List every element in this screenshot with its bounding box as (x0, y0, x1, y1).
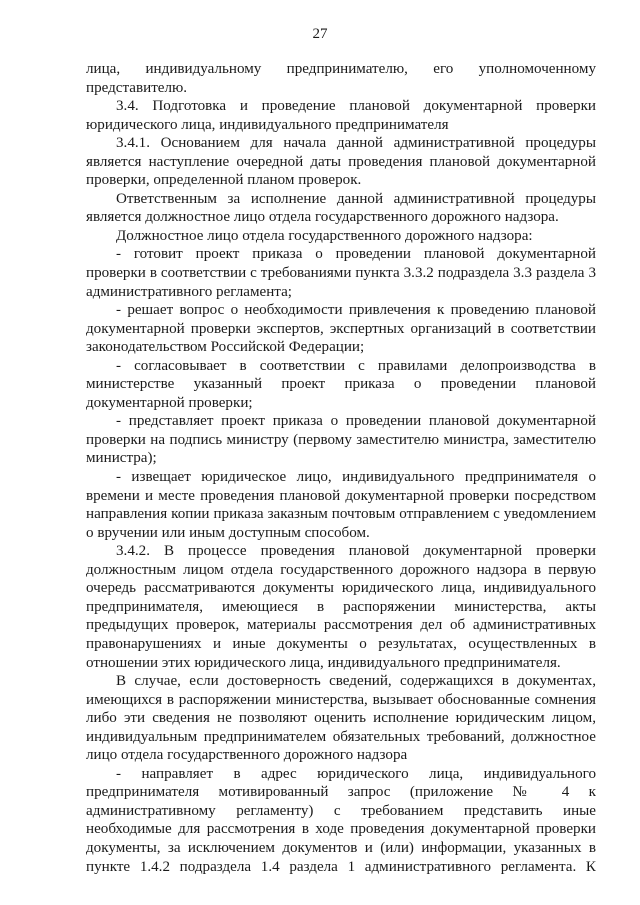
paragraph-responsible: Ответственным за исполнение данной административной процедуры является должностное лицо отдела государственного дорожного надзора. (86, 190, 596, 226)
list-item-experts: - решает вопрос о необходимости привлечения к проведению плановой документарной проверки экспертов, экспертных организаций в соответствии законодательством Российской Федерации; (86, 302, 596, 356)
list-item-prepares-order: - готовит проект приказа о проведении плановой документарной проверки в соответствии с требованиями пункта 3.3.2 подраздела 3.3 раздела 3 административного регламента; (86, 246, 596, 300)
section-heading-3-4: 3.4. Подготовка и проведение плановой документарной проверки юридического лица, индивидуального предпринимателя (86, 98, 596, 133)
list-item-approval: - согласовывает в соответствии с правилами делопроизводства в министерстве указанный проект приказа о проведении плановой документарной проверки; (86, 357, 596, 411)
paragraph-doubt-case: В случае, если достоверность сведений, содержащихся в документах, имеющихся в распоряжении министерства, вызывает обоснованные сомнения либо эти сведения не позволяют оценить исполнение юридическим лицом, индивидуальным предпринимателем обязательных требований, должностное лицо отдела государственного дорожного надзора (86, 673, 596, 764)
list-item-signature: - представляет проект приказа о проведении плановой документарной проверки на подпись министру (первому заместителю министра, заместителю министра); (86, 413, 596, 467)
list-item-notification: - извещает юридическое лицо, индивидуального предпринимателя о времени и месте проведения плановой документарной проверки посредством направления копии приказа заказным почтовым отправлением с уведомлением о вручении или иным доступным способом. (86, 469, 596, 541)
paragraph-official-duties-intro: Должностное лицо отдела государственного дорожного надзора: (116, 227, 533, 244)
paragraph-continuation: лица, индивидуальному предпринимателю, его уполномоченному представителю. (86, 61, 596, 96)
paragraph-3-4-2: 3.4.2. В процессе проведения плановой документарной проверки должностным лицом отдела государственного дорожного надзора в первую очередь рассматриваются документы юридического лица, индивидуального предпринимателя, имеющиеся в распоряжении министерства, акты предыдущих проверок, материалы рассмотрения дел об административных правонарушениях и иные документы о результатах, осуществленных в отношении этих юридического лица, индивидуального предпринимателя. (86, 543, 596, 671)
document-body (86, 60, 596, 876)
page-number: 27 (312, 26, 328, 42)
list-item-request: - направляет в адрес юридического лица, индивидуального предпринимателя мотивированный запрос (приложение № 4 к административному регламенту) с требованием представить иные необходимые для рассмотрения в ходе проведения документарной проверки документы, за исключением документов и (или) информации, указанных в пункте 1.4.2 подраздела 1.4 раздела 1 административного регламента. К (86, 765, 596, 875)
paragraph-3-4-1: 3.4.1. Основанием для начала данной административной процедуры является наступление очередной даты проведения плановой документарной проверки, определенной планом проверок. (86, 135, 596, 189)
